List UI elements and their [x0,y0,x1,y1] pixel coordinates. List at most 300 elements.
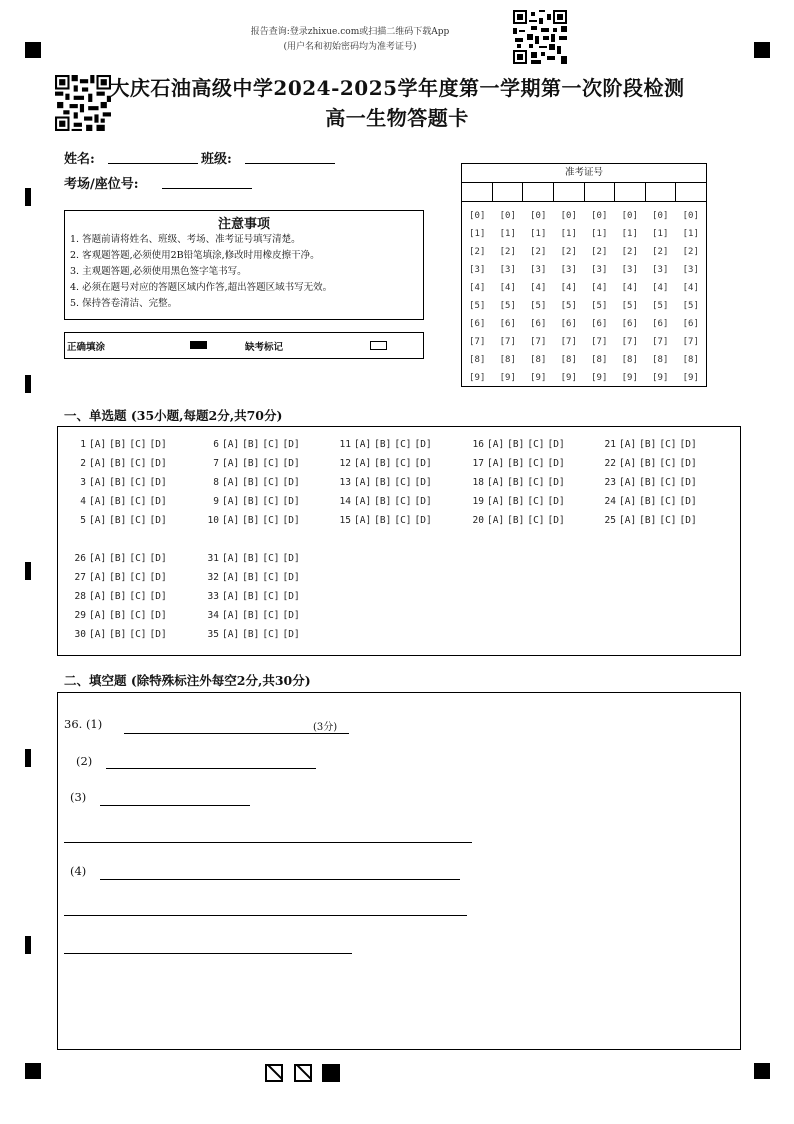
answer-bubble[interactable]: [C] [262,515,280,526]
answer-bubble[interactable]: [C] [129,515,147,526]
notice-item: 3. 主观题答题,必须使用黑色签字笔书写。 [70,266,247,277]
answer-bubble[interactable]: [A] [222,477,240,488]
exam-digit-bubble[interactable]: [8] [499,355,516,365]
q36-part3-line[interactable] [100,805,250,806]
answer-bubble[interactable]: [B] [242,572,260,583]
answer-bubble[interactable]: [A] [89,553,107,564]
answer-bubble[interactable]: [D] [149,439,167,450]
answer-bubble[interactable]: [B] [639,458,657,469]
answer-bubble[interactable]: [D] [149,477,167,488]
exam-digit-bubble[interactable]: [6] [530,319,547,329]
answer-bubble[interactable]: [D] [282,629,300,640]
answer-bubble[interactable]: [B] [507,458,525,469]
exam-digit-bubble[interactable]: [8] [560,355,577,365]
exam-digit-bubble[interactable]: [9] [621,373,638,383]
exam-digit-bubble[interactable]: [2] [652,247,669,257]
exam-digit-bubble[interactable]: [2] [621,247,638,257]
answer-bubble[interactable]: [C] [129,496,147,507]
answer-bubble[interactable]: [D] [679,458,697,469]
choice-question [70,477,170,488]
question-number: 34 [207,610,219,621]
question-number: 3 [80,477,86,488]
answer-bubble[interactable]: [D] [679,515,697,526]
answer-bubble[interactable]: [D] [282,496,300,507]
answer-bubble[interactable]: [A] [222,629,240,640]
exam-digit-bubble[interactable]: [6] [682,319,699,329]
answer-bubble[interactable]: [A] [222,553,240,564]
answer-bubble[interactable]: [A] [89,610,107,621]
q36-part4-line3[interactable] [64,953,352,954]
choice-question [203,515,303,526]
answer-bubble[interactable]: [B] [374,439,392,450]
answer-bubble[interactable]: [D] [547,496,565,507]
q36-part3-label: (3) [70,790,87,804]
exam-digit-bubble[interactable]: [9] [499,373,516,383]
answer-bubble[interactable]: [D] [149,572,167,583]
exam-digit-bubble[interactable]: [3] [652,265,669,275]
answer-bubble[interactable]: [C] [659,515,677,526]
answer-bubble[interactable]: [C] [394,515,412,526]
answer-bubble[interactable]: [C] [262,629,280,640]
answer-bubble[interactable]: [B] [109,458,127,469]
exam-digit-bubble[interactable]: [1] [621,229,638,239]
q36-part2-line[interactable] [106,768,316,769]
answer-bubble[interactable]: [D] [679,439,697,450]
answer-bubble[interactable]: [C] [129,591,147,602]
answer-bubble[interactable]: [D] [679,477,697,488]
answer-bubble[interactable]: [C] [394,439,412,450]
answer-bubble[interactable]: [B] [374,458,392,469]
answer-bubble[interactable]: [A] [354,477,372,488]
answer-bubble[interactable]: [B] [507,477,525,488]
exam-digit-bubble[interactable]: [0] [652,211,669,221]
answer-bubble[interactable]: [C] [659,458,677,469]
exam-number-column [645,207,676,387]
question-number: 29 [74,610,86,621]
question-number: 22 [604,458,616,469]
answer-bubble[interactable]: [B] [242,629,260,640]
exam-digit-bubble[interactable]: [4] [682,283,699,293]
answer-bubble[interactable]: [A] [222,458,240,469]
answer-bubble[interactable]: [B] [374,515,392,526]
answer-bubble[interactable]: [C] [262,496,280,507]
exam-number-grid [461,163,707,387]
exam-digit-bubble[interactable]: [3] [530,265,547,275]
answer-bubble[interactable]: [B] [109,591,127,602]
answer-bubble[interactable]: [A] [222,496,240,507]
exam-digit-bubble[interactable]: [8] [469,355,486,365]
exam-digit-bubble[interactable]: [4] [621,283,638,293]
exam-digit-bubble[interactable]: [5] [621,301,638,311]
answer-bubble[interactable]: [C] [527,477,545,488]
exam-digit-bubble[interactable]: [7] [682,337,699,347]
question-number: 20 [472,515,484,526]
exam-digit-bubble[interactable]: [0] [499,211,516,221]
exam-digit-bubble[interactable]: [7] [499,337,516,347]
exam-digit-bubble[interactable]: [6] [591,319,608,329]
exam-digit-bubble[interactable]: [3] [621,265,638,275]
question-number: 27 [74,572,86,583]
answer-bubble[interactable]: [B] [242,610,260,621]
choice-question [70,572,170,583]
answer-bubble[interactable]: [C] [394,458,412,469]
exam-digit-bubble[interactable]: [2] [530,247,547,257]
exam-digit-bubble[interactable]: [8] [621,355,638,365]
notice-title: 注意事项 [217,217,270,232]
exam-number-digit-box[interactable] [554,183,585,201]
exam-digit-bubble[interactable]: [4] [530,283,547,293]
answer-bubble[interactable]: [B] [374,496,392,507]
answer-bubble[interactable]: [B] [639,439,657,450]
answer-bubble[interactable]: [C] [129,553,147,564]
answer-bubble[interactable]: [C] [394,477,412,488]
answer-bubble[interactable]: [A] [354,439,372,450]
answer-bubble[interactable]: [B] [639,496,657,507]
question-number: 10 [207,515,219,526]
answer-bubble[interactable]: [B] [109,553,127,564]
answer-bubble[interactable]: [A] [222,591,240,602]
answer-bubble[interactable]: [A] [487,458,505,469]
exam-digit-bubble[interactable]: [2] [469,247,486,257]
exam-number-digit-box[interactable] [493,183,524,201]
exam-digit-bubble[interactable]: [1] [652,229,669,239]
exam-number-column [523,207,554,387]
q36-part2-label: (2) [76,754,93,768]
answer-bubble[interactable]: [D] [414,439,432,450]
exam-digit-bubble[interactable]: [3] [591,265,608,275]
answer-bubble[interactable]: [C] [129,572,147,583]
answer-bubble[interactable]: [B] [109,496,127,507]
answer-bubble[interactable]: [A] [619,477,637,488]
answer-bubble[interactable]: [B] [242,496,260,507]
question-number: 8 [213,477,219,488]
choice-question [468,439,568,450]
class-field[interactable] [245,149,335,164]
exam-digit-bubble[interactable]: [8] [591,355,608,365]
exam-digit-bubble[interactable]: [3] [499,265,516,275]
room-seat-field[interactable] [162,174,252,189]
exam-title: 大庆石油高级中学2024-2025学年度第一学期第一次阶段检测 [109,76,685,100]
exam-digit-bubble[interactable]: [2] [591,247,608,257]
answer-bubble[interactable]: [A] [89,591,107,602]
exam-digit-bubble[interactable]: [4] [560,283,577,293]
exam-digit-bubble[interactable]: [7] [560,337,577,347]
exam-digit-bubble[interactable]: [0] [469,211,486,221]
q36-part4-line2[interactable] [64,915,467,916]
exam-digit-bubble[interactable]: [2] [560,247,577,257]
answer-bubble[interactable]: [B] [639,477,657,488]
answer-bubble[interactable]: [B] [242,515,260,526]
answer-bubble[interactable]: [C] [129,610,147,621]
choice-question [335,515,435,526]
exam-digit-bubble[interactable]: [9] [682,373,699,383]
answer-bubble[interactable]: [D] [282,477,300,488]
answer-bubble[interactable]: [B] [109,477,127,488]
choice-question [468,477,568,488]
answer-bubble[interactable]: [C] [262,477,280,488]
answer-bubble[interactable]: [A] [89,629,107,640]
question-number: 7 [213,458,219,469]
exam-digit-bubble[interactable]: [1] [560,229,577,239]
exam-digit-bubble[interactable]: [6] [469,319,486,329]
fill-example-box [64,332,424,359]
choice-question [203,496,303,507]
answer-bubble[interactable]: [C] [262,439,280,450]
answer-bubble[interactable]: [A] [222,439,240,450]
exam-digit-bubble[interactable]: [6] [621,319,638,329]
answer-bubble[interactable]: [B] [639,515,657,526]
exam-digit-bubble[interactable]: [9] [591,373,608,383]
answer-bubble[interactable]: [A] [619,458,637,469]
exam-number-digit-box[interactable] [585,183,616,201]
answer-bubble[interactable]: [B] [109,439,127,450]
exam-digit-bubble[interactable]: [6] [560,319,577,329]
choice-question [203,629,303,640]
exam-digit-bubble[interactable]: [1] [499,229,516,239]
choice-question [203,439,303,450]
q36-part4-line[interactable] [100,879,460,880]
answer-bubble[interactable]: [A] [89,515,107,526]
answer-bubble[interactable]: [D] [414,458,432,469]
name-label: 姓名: [64,152,95,167]
answer-bubble[interactable]: [C] [262,591,280,602]
exam-digit-bubble[interactable]: [0] [560,211,577,221]
exam-digit-bubble[interactable]: [6] [499,319,516,329]
answer-bubble[interactable]: [A] [619,515,637,526]
exam-number-digit-box[interactable] [462,183,493,201]
answer-bubble[interactable]: [C] [129,477,147,488]
answer-bubble[interactable]: [D] [282,591,300,602]
exam-number-digit-box[interactable] [523,183,554,201]
exam-digit-bubble[interactable]: [5] [682,301,699,311]
exam-digit-bubble[interactable]: [9] [469,373,486,383]
exam-digit-bubble[interactable]: [1] [591,229,608,239]
answer-bubble[interactable]: [A] [487,515,505,526]
exam-digit-bubble[interactable]: [2] [499,247,516,257]
answer-bubble[interactable]: [D] [282,553,300,564]
corner-mark-top-right [754,42,770,58]
question-number: 25 [604,515,616,526]
answer-bubble[interactable]: [A] [619,439,637,450]
exam-digit-bubble[interactable]: [0] [682,211,699,221]
exam-digit-bubble[interactable]: [9] [652,373,669,383]
answer-bubble[interactable]: [C] [527,439,545,450]
answer-bubble[interactable]: [A] [89,439,107,450]
correct-fill-sample [190,341,207,349]
answer-bubble[interactable]: [C] [527,496,545,507]
answer-bubble[interactable]: [C] [129,458,147,469]
answer-bubble[interactable]: [D] [149,458,167,469]
exam-digit-bubble[interactable]: [5] [560,301,577,311]
answer-bubble[interactable]: [A] [89,572,107,583]
choice-question [600,439,700,450]
answer-bubble[interactable]: [B] [242,553,260,564]
answer-bubble[interactable]: [C] [129,439,147,450]
exam-digit-bubble[interactable]: [9] [560,373,577,383]
question-number: 33 [207,591,219,602]
answer-bubble[interactable]: [B] [507,496,525,507]
exam-digit-bubble[interactable]: [7] [621,337,638,347]
answer-bubble[interactable]: [A] [89,458,107,469]
answer-bubble[interactable]: [D] [282,610,300,621]
answer-bubble[interactable]: [D] [149,629,167,640]
answer-bubble[interactable]: [C] [659,496,677,507]
question-number: 26 [74,553,86,564]
notice-item: 2. 客观题答题,必须使用2B铅笔填涂,修改时用橡皮擦干净。 [70,250,320,261]
answer-bubble[interactable]: [D] [547,458,565,469]
answer-bubble[interactable]: [C] [262,458,280,469]
exam-digit-bubble[interactable]: [1] [682,229,699,239]
question-number: 14 [339,496,351,507]
answer-bubble[interactable]: [D] [149,553,167,564]
exam-digit-bubble[interactable]: [7] [591,337,608,347]
exam-digit-bubble[interactable]: [7] [652,337,669,347]
notice-item: 4. 必须在题号对应的答题区域内作答,超出答题区域书写无效。 [70,282,333,293]
absent-label: 缺考标记 [245,342,284,353]
exam-digit-bubble[interactable]: [8] [652,355,669,365]
choice-question [203,458,303,469]
exam-digit-bubble[interactable]: [4] [499,283,516,293]
exam-digit-bubble[interactable]: [5] [530,301,547,311]
answer-bubble[interactable]: [C] [394,496,412,507]
answer-bubble[interactable]: [B] [242,458,260,469]
answer-bubble[interactable]: [A] [222,572,240,583]
answer-bubble[interactable]: [A] [487,496,505,507]
answer-bubble[interactable]: [C] [262,553,280,564]
exam-digit-bubble[interactable]: [1] [469,229,486,239]
exam-digit-bubble[interactable]: [8] [682,355,699,365]
answer-bubble[interactable]: [B] [507,439,525,450]
answer-bubble[interactable]: [C] [659,439,677,450]
answer-bubble[interactable]: [C] [129,629,147,640]
answer-bubble[interactable]: [D] [547,477,565,488]
exam-digit-bubble[interactable]: [3] [560,265,577,275]
answer-bubble[interactable]: [D] [149,496,167,507]
choice-question [203,572,303,583]
exam-digit-bubble[interactable]: [9] [530,373,547,383]
choice-question [335,496,435,507]
exam-number-digit-box[interactable] [676,183,706,201]
side-mark-1 [25,188,31,206]
exam-digit-bubble[interactable]: [3] [682,265,699,275]
exam-digit-bubble[interactable]: [5] [469,301,486,311]
exam-digit-bubble[interactable]: [1] [530,229,547,239]
answer-bubble[interactable]: [A] [354,496,372,507]
side-mark-3 [25,562,31,580]
answer-bubble[interactable]: [A] [487,439,505,450]
question-number: 13 [339,477,351,488]
exam-digit-bubble[interactable]: [2] [682,247,699,257]
exam-digit-bubble[interactable]: [0] [591,211,608,221]
answer-bubble[interactable]: [B] [109,515,127,526]
choice-question [70,439,170,450]
answer-bubble[interactable]: [C] [659,477,677,488]
exam-digit-bubble[interactable]: [6] [652,319,669,329]
exam-digit-bubble[interactable]: [5] [591,301,608,311]
answer-bubble[interactable]: [D] [679,496,697,507]
room-seat-label: 考场/座位号: [64,177,139,192]
name-field[interactable] [108,149,198,164]
answer-bubble[interactable]: [B] [374,477,392,488]
question-number: 12 [339,458,351,469]
answer-bubble[interactable]: [C] [527,515,545,526]
correct-fill-label: 正确填涂 [67,342,106,353]
answer-bubble[interactable]: [D] [282,439,300,450]
answer-bubble[interactable]: [D] [547,515,565,526]
answer-bubble[interactable]: [D] [282,515,300,526]
choice-question [70,610,170,621]
answer-bubble[interactable]: [A] [354,515,372,526]
answer-bubble[interactable]: [A] [89,477,107,488]
exam-digit-bubble[interactable]: [5] [652,301,669,311]
answer-bubble[interactable]: [D] [414,515,432,526]
answer-bubble[interactable]: [D] [149,610,167,621]
exam-number-column [676,207,707,387]
answer-bubble[interactable]: [C] [527,458,545,469]
answer-bubble[interactable]: [D] [414,477,432,488]
answer-bubble[interactable]: [D] [282,458,300,469]
exam-digit-bubble[interactable]: [8] [530,355,547,365]
answer-bubble[interactable]: [A] [354,458,372,469]
question-number: 6 [213,439,219,450]
answer-bubble[interactable]: [D] [547,439,565,450]
q36-part3-line2[interactable] [64,842,472,843]
answer-bubble[interactable]: [A] [222,515,240,526]
answer-bubble[interactable]: [A] [89,496,107,507]
answer-bubble[interactable]: [B] [242,439,260,450]
answer-bubble[interactable]: [D] [414,496,432,507]
exam-digit-bubble[interactable]: [3] [469,265,486,275]
exam-digit-bubble[interactable]: [4] [652,283,669,293]
class-label: 班级: [201,152,232,167]
exam-digit-bubble[interactable]: [0] [621,211,638,221]
answer-bubble[interactable]: [C] [262,572,280,583]
page-mark-solid [322,1064,340,1082]
answer-bubble[interactable]: [B] [507,515,525,526]
answer-bubble[interactable]: [B] [109,629,127,640]
question-number: 21 [604,439,616,450]
answer-bubble[interactable]: [A] [222,610,240,621]
page-mark-slash-1 [265,1064,283,1082]
exam-digit-bubble[interactable]: [7] [530,337,547,347]
exam-digit-bubble[interactable]: [5] [499,301,516,311]
choice-question [335,458,435,469]
answer-bubble[interactable]: [A] [487,477,505,488]
answer-bubble[interactable]: [B] [109,610,127,621]
exam-digit-bubble[interactable]: [0] [530,211,547,221]
answer-bubble[interactable]: [C] [262,610,280,621]
report-hint [200,24,500,52]
answer-bubble[interactable]: [A] [619,496,637,507]
answer-bubble[interactable]: [B] [109,572,127,583]
answer-bubble[interactable]: [D] [149,591,167,602]
exam-digit-bubble[interactable]: [4] [591,283,608,293]
answer-bubble[interactable]: [D] [149,515,167,526]
answer-bubble[interactable]: [D] [282,572,300,583]
exam-number-column [615,207,646,387]
q36-part1-line[interactable] [124,733,349,734]
choice-question [70,591,170,602]
exam-number-digit-box[interactable] [615,183,646,201]
answer-bubble[interactable]: [B] [242,477,260,488]
question-number: 16 [472,439,484,450]
exam-digit-bubble[interactable]: [7] [469,337,486,347]
question-number: 17 [472,458,484,469]
answer-bubble[interactable]: [B] [242,591,260,602]
exam-digit-bubble[interactable]: [4] [469,283,486,293]
exam-number-digit-box[interactable] [646,183,677,201]
absent-checkbox[interactable] [370,341,387,350]
